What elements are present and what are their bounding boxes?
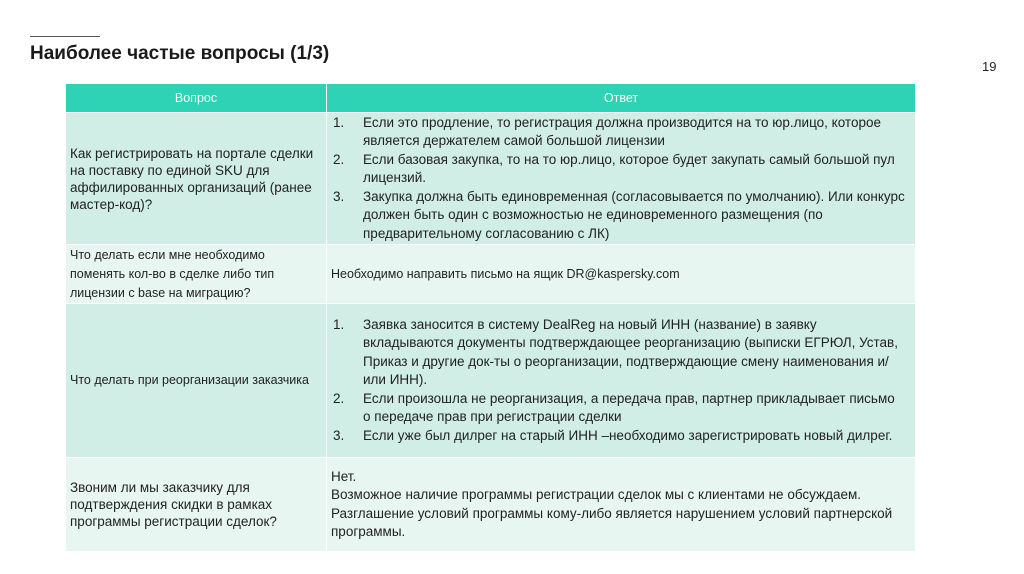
question-cell: Как регистрировать на портале сделки на поставку по единой SKU для аффилированных организаций (ранее мастер-код)? <box>66 113 327 245</box>
list-item: 1. Заявка заносится в систему DealReg на новый ИНН (название) в заявку вкладываются документы подтверждающее реорганизацию (выписки ЕГРЮЛ, Устав, Приказ и другие док-ты о реорганизации, подтверждающие смену наименования и/или ИНН). <box>333 316 898 388</box>
table-row <box>66 304 916 458</box>
list-item: 2. Если произошла не реорганизация, а передача прав, партнер прикладывает письмо о передаче прав при регистрации сделки <box>333 390 895 425</box>
list-item: 2. Если базовая закупка, то на то юр.лицо, которое будет закупать самый большой пул лицензий. <box>333 151 895 186</box>
table-row <box>66 245 916 304</box>
answer-line: Разглашение условий программы кому-либо является нарушением условий партнерской программы. <box>331 505 893 539</box>
table-row <box>66 113 916 245</box>
column-header-question: Вопрос <box>66 84 327 113</box>
table-row <box>66 458 916 552</box>
slide-title: Наиболее частые вопросы (1/3) <box>30 43 330 64</box>
table-header-row <box>66 84 916 113</box>
answer-list <box>331 316 905 446</box>
faq-table <box>65 83 916 552</box>
answer-list <box>331 114 905 244</box>
answer-cell: Необходимо направить письмо на ящик DR@kaspersky.com <box>327 245 916 304</box>
column-header-answer: Ответ <box>327 84 916 113</box>
answer-line: Возможное наличие программы регистрации сделок мы с клиентами не обсуждаем. <box>331 487 862 502</box>
list-item: 3. Если уже был дилрег на старый ИНН –необходимо зарегистрировать новый дилрег. <box>333 427 893 443</box>
question-cell: Звоним ли мы заказчику для подтверждения скидки в рамках программы регистрации сделок? <box>66 458 327 552</box>
question-cell: Что делать если мне необходимо поменять кол-во в сделке либо тип лицензии с base на миграцию? <box>66 245 327 304</box>
answer-cell <box>327 458 916 552</box>
answer-cell <box>327 113 916 245</box>
list-item: 1. Если это продление, то регистрация должна производится на то юр.лицо, которое является держателем самой большой лицензии <box>333 114 881 149</box>
page-number: 19 <box>982 59 997 74</box>
title-accent-line <box>30 36 100 37</box>
question-cell: Что делать при реорганизации заказчика <box>66 304 327 458</box>
answer-cell <box>327 304 916 458</box>
list-item: 3. Закупка должна быть единовременная (согласовывается по умолчанию). Или конкурс должен быть один с возможностью не единовременного размещения (по предварительному согласованию с ЛК) <box>333 188 905 241</box>
answer-line: Нет. <box>331 468 357 484</box>
